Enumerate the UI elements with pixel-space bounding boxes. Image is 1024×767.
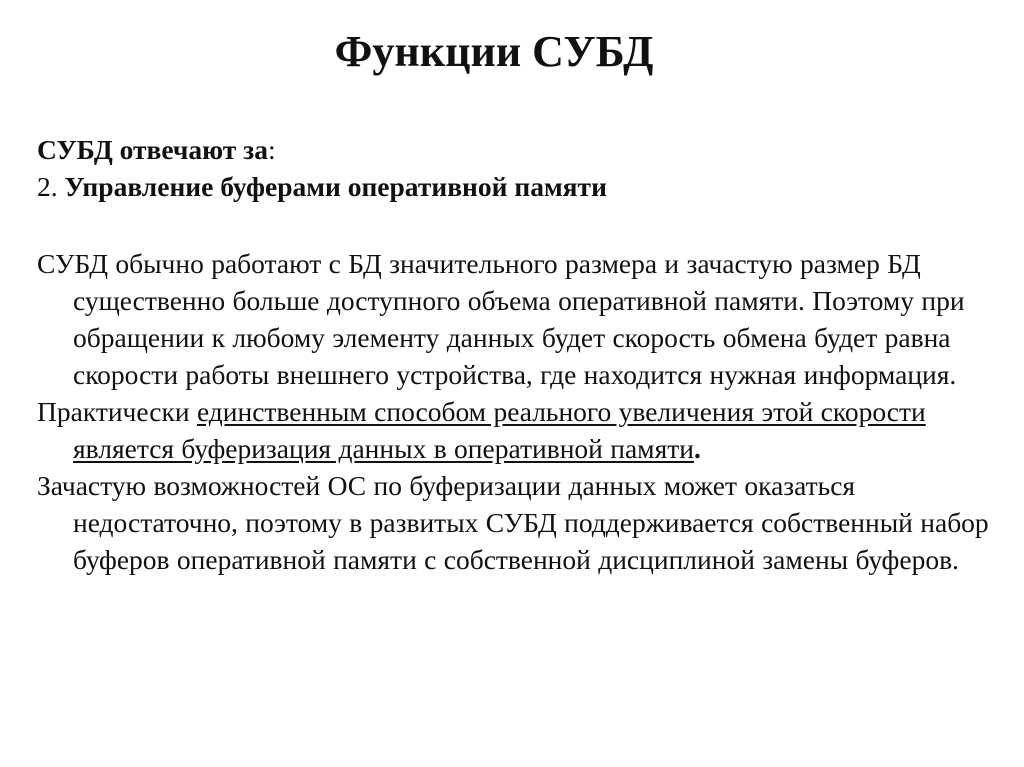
paragraph-own-buffers: Зачастую возможностей ОС по буферизации данных может оказаться недостаточно, поэтому в развитых СУБД поддерживается собственный набор буферов оперативной памяти с собственной дисциплиной замены буферов. [37, 470, 989, 575]
paragraph-buffering-end: . [693, 433, 701, 464]
paragraph-buffering [37, 393, 997, 467]
list-item-text: Управление буферами оперативной памяти [64, 171, 607, 202]
slide-title [0, 24, 1024, 80]
responsible-label: СУБД отвечают за [37, 134, 268, 165]
list-item-2 [37, 168, 997, 205]
paragraph-buffering-underlined: единственным способом реального увеличения этой скорости является буферизация данных в оперативной памяти [73, 396, 926, 464]
list-item-number: 2. [37, 171, 58, 202]
slide-title-text: Функции СУБД [334, 27, 654, 76]
intro-block [37, 131, 997, 205]
paragraph-buffering-lead: Практически [37, 396, 197, 427]
body-block [37, 245, 997, 578]
responsible-line [37, 131, 997, 168]
paragraph-memory-size: СУБД обычно работают с БД значительного размера и зачастую размер БД существенно больше доступного объема оперативной памяти. Поэтому при обращении к любому элементу данных будет скорость обмена будет равна скорости работы внешнего устройства, где находится нужная информация. [37, 248, 965, 390]
responsible-colon: : [267, 134, 276, 165]
